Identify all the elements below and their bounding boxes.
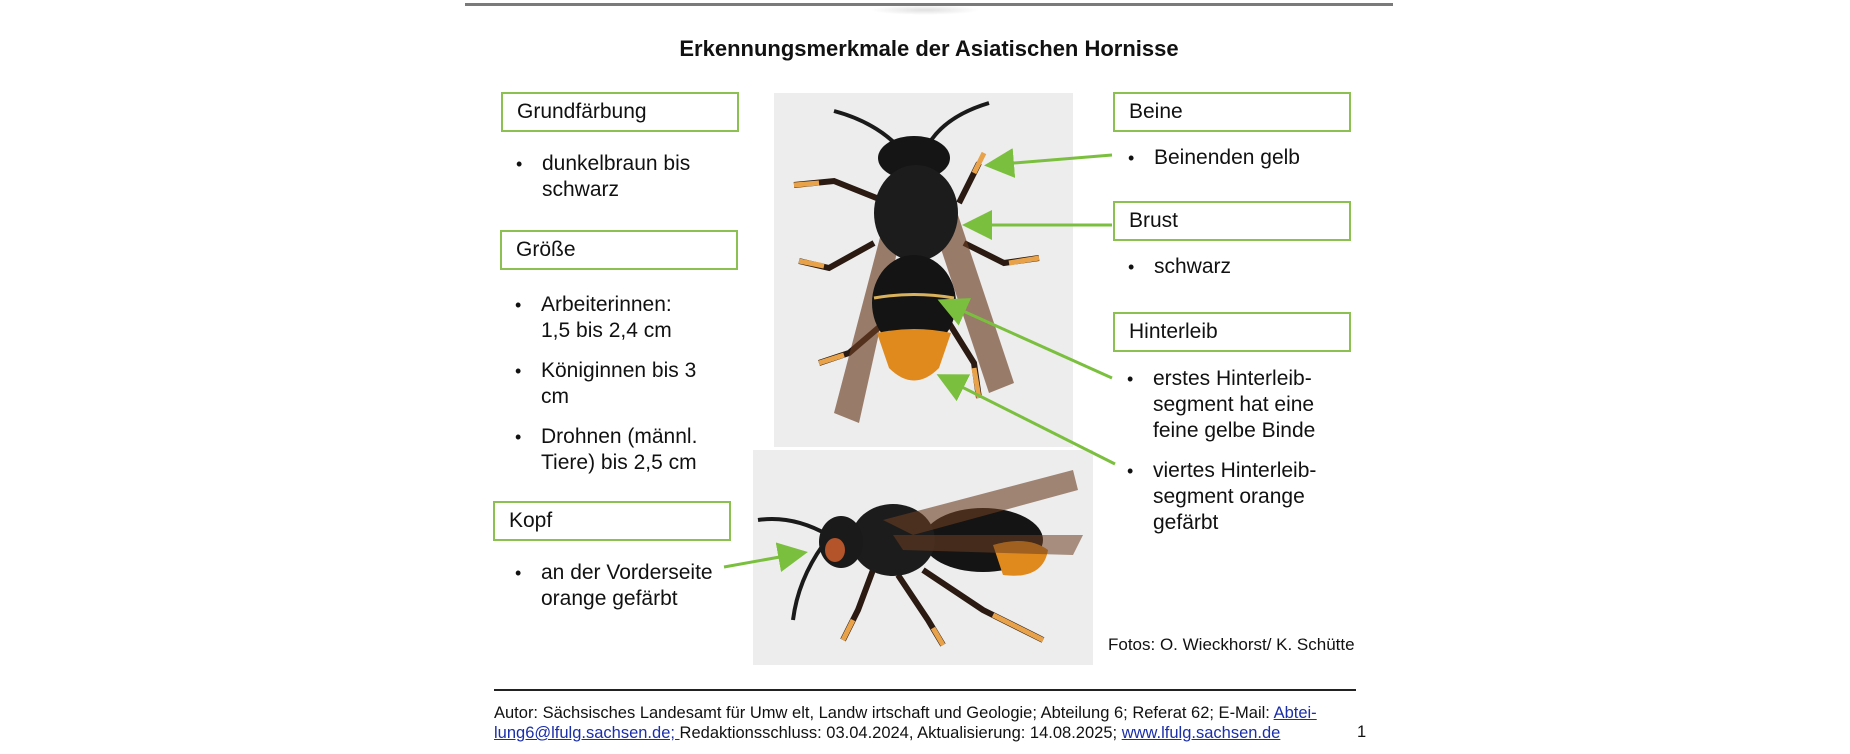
label-hinterleib (1113, 312, 1351, 352)
grundfaerbung-list (516, 151, 716, 217)
brust-list (1128, 254, 1348, 294)
list-item: • Drohnen (männl. Tiere) bis 2,5 cm (515, 424, 700, 476)
kopf-list (515, 560, 730, 626)
label-text: Brust (1129, 209, 1179, 232)
footer-email-link[interactable]: Abtei-lung6@lfulg.sachsen.de; (494, 704, 1317, 742)
list-item: • dunkelbraun bis schwarz (516, 151, 716, 203)
photo-credit: Fotos: O. Wieckhorst/ K. Schütte (1108, 635, 1355, 654)
label-brust (1113, 201, 1351, 241)
list-item: • an der Vorderseite orange gefärbt (515, 560, 730, 612)
page-number: 1 (1357, 723, 1367, 741)
hornet-side-photo (753, 450, 1093, 665)
hornet-side-illustration (753, 450, 1093, 665)
footer-dates: Redaktionsschluss: 03.04.2024, Aktualisierung: 14.08.2025; (679, 724, 1122, 742)
label-grundfaerbung (501, 92, 739, 132)
top-shadow (870, 5, 980, 15)
list-item: • viertes Hinterleib-segment orange gefärbt (1127, 458, 1332, 536)
label-text: Größe (516, 238, 576, 261)
label-text: Hinterleib (1129, 320, 1218, 343)
list-item: • Beinenden gelb (1128, 145, 1348, 171)
hornet-top-photo (774, 93, 1073, 447)
footer-rule (494, 689, 1356, 691)
label-groesse (500, 230, 738, 270)
hinterleib-list (1127, 366, 1332, 550)
footer (494, 703, 1356, 743)
beine-list (1128, 145, 1348, 185)
label-kopf (493, 501, 731, 541)
groesse-list (515, 292, 700, 490)
label-text: Grundfärbung (517, 100, 647, 123)
list-item: • Königinnen bis 3 cm (515, 358, 700, 410)
footer-website-link[interactable]: www.lfulg.sachsen.de (1121, 724, 1281, 742)
hornet-top-illustration (774, 93, 1073, 447)
label-beine (1113, 92, 1351, 132)
page-title: Erkennungsmerkmale der Asiatischen Hornisse (679, 36, 1179, 61)
label-text: Beine (1129, 100, 1183, 123)
list-item: • schwarz (1128, 254, 1348, 280)
footer-author: Autor: Sächsisches Landesamt für Umw elt, Landw irtschaft und Geologie; Abteilung 6; Referat 62; E-Mail: (494, 704, 1274, 722)
list-item: • Arbeiterinnen: 1,5 bis 2,4 cm (515, 292, 700, 344)
list-item: • erstes Hinterleib-segment hat eine feine gelbe Binde (1127, 366, 1332, 444)
label-text: Kopf (509, 509, 553, 532)
